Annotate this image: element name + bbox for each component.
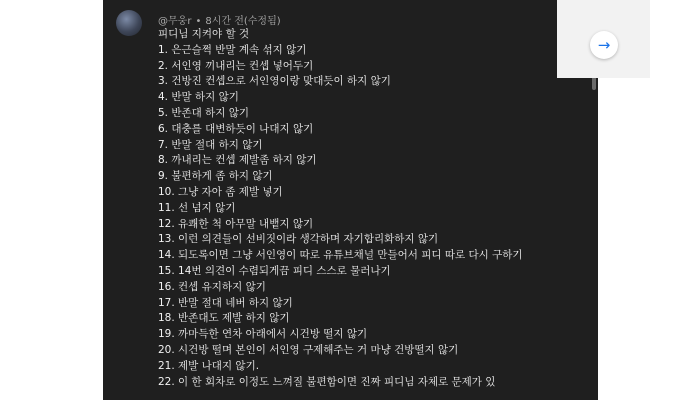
comment-line: 6. 대충를 대변하듯이 나대지 않기 [158,122,314,135]
comment-line: 9. 불편하게 좀 하지 않기 [158,170,273,183]
separator-dot: • [195,16,202,27]
comment-line: 16. 컨셉 유지하지 않기 [158,280,266,293]
comment-line: 피디님 지켜야 할 것 [158,28,250,40]
comment-body [158,27,583,390]
comment-line: 20. 시건방 떨며 본인이 서인영 구제해주는 거 마냥 건방떨지 않기 [158,343,459,356]
comment-line: 21. 제발 나대지 않기. [158,359,260,372]
comment-line: 17. 반말 절대 네버 하지 않기 [158,296,293,309]
arrow-right-icon: → [597,35,611,54]
comment-line: 5. 반존대 하지 않기 [158,106,250,119]
left-page-margin [0,0,103,400]
comment-line: 15. 14번 의견이 수렴되게끔 피디 스스로 물러나기 [158,264,391,277]
right-page-margin [650,0,700,400]
comment-line: 19. 까마득한 연차 아래에서 시건방 떨지 않기 [158,328,368,341]
comment-line: 14. 되도록이면 그냥 서인영이 따로 유튜브채널 만들어서 피디 따로 다시 구하기 [158,249,523,262]
comment-line: 22. 이 한 회차로 이정도 느껴질 불편함이면 진짜 피디님 자체로 문제가 있 [158,375,496,388]
comment-line: 7. 반말 절대 하지 않기 [158,138,263,151]
comment-line: 3. 건방진 컨셉으로 서인영이랑 맞대듯이 하지 않기 [158,75,391,88]
comment-line: 11. 선 넘지 않기 [158,201,236,214]
comment-line: 8. 까내리는 컨셉 제발좀 하지 않기 [158,154,317,167]
avatar[interactable] [116,10,142,36]
comment-line: 12. 유쾌한 척 아무말 내뱉지 않기 [158,217,314,230]
author-name[interactable]: @무웅r [158,16,192,27]
comment-line: 13. 이런 의견들이 선비짓이라 생각하며 자기합리화하지 않기 [158,233,439,246]
comment-line: 10. 그냥 자아 좀 제발 넣기 [158,185,283,198]
comment-line: 1. 은근슬쩍 반말 계속 섞지 않기 [158,43,307,56]
next-button[interactable] [590,31,618,59]
comment-line: 2. 서인영 끼내리는 컨셉 넣어두기 [158,59,314,72]
comment-panel [103,0,598,400]
comment-line: 4. 반말 하지 않기 [158,91,239,104]
comment-header [158,12,281,27]
comment-time[interactable]: 8시간 전(수정됨) [205,16,281,27]
comment-line: 18. 반존대도 제발 하지 않기 [158,312,290,325]
